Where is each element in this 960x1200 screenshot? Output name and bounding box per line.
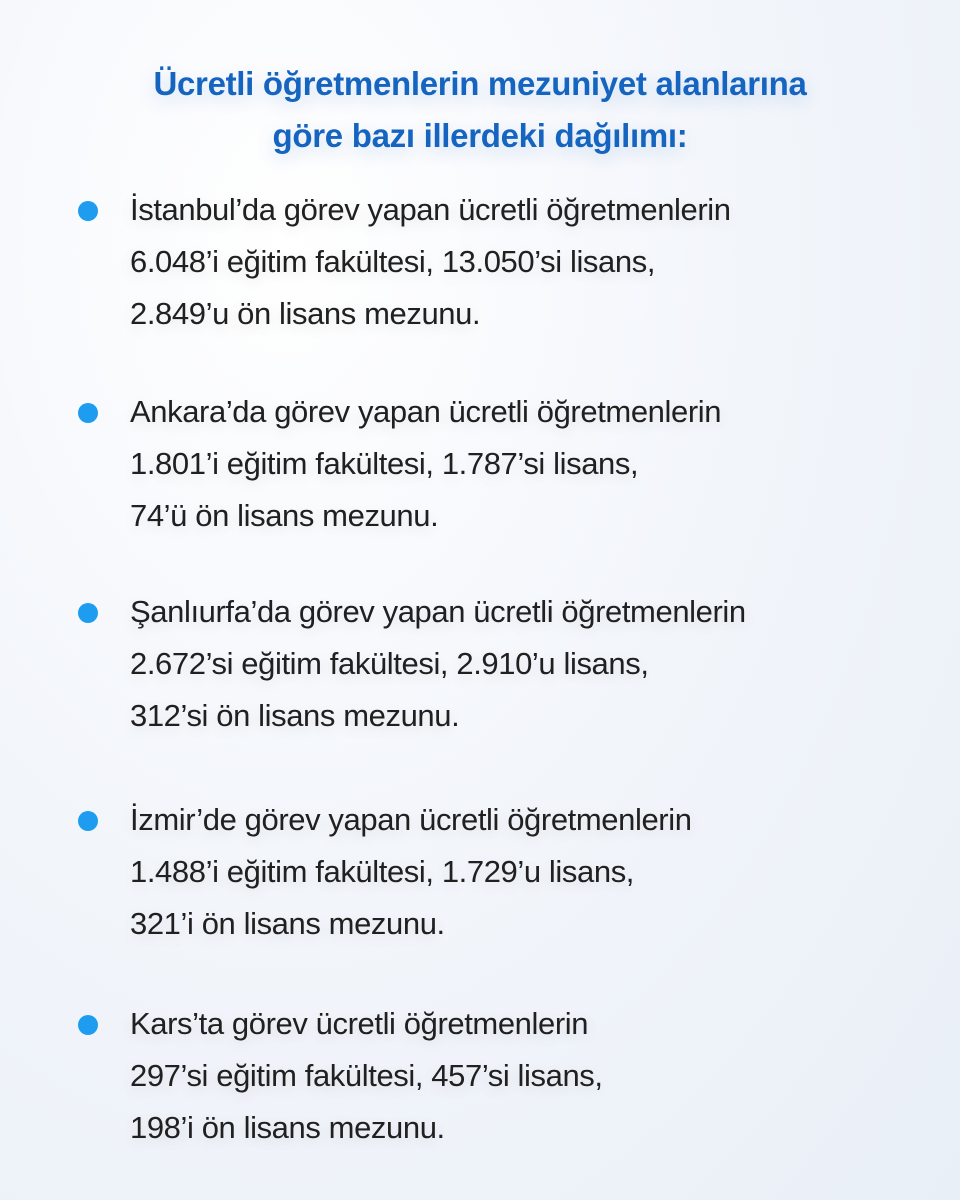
bullet-dot-icon bbox=[78, 811, 98, 831]
list-item-text bbox=[130, 386, 930, 542]
list-item-line: 2.849’u ön lisans mezunu. bbox=[130, 296, 481, 331]
list-item-line: 2.672’si eğitim fakültesi, 2.910’u lisans, bbox=[130, 646, 649, 681]
list-item-line: 1.488’i eğitim fakültesi, 1.729’u lisans, bbox=[130, 854, 635, 889]
list-item-text bbox=[130, 794, 930, 950]
bullet-dot-icon bbox=[78, 201, 98, 221]
list-item-line: 1.801’i eğitim fakültesi, 1.787’si lisans, bbox=[130, 446, 639, 481]
list-item-line: Şanlıurfa’da görev yapan ücretli öğretmenlerin bbox=[130, 594, 746, 629]
list-item-line: İstanbul’da görev yapan ücretli öğretmenlerin bbox=[130, 192, 731, 227]
list-item-text bbox=[130, 998, 930, 1154]
list-item-line: 312’si ön lisans mezunu. bbox=[130, 698, 460, 733]
list-item-line: Ankara’da görev yapan ücretli öğretmenlerin bbox=[130, 394, 722, 429]
list-item-text bbox=[130, 184, 930, 340]
page-title-line-1: Ücretli öğretmenlerin mezuniyet alanlarına bbox=[153, 65, 807, 102]
list-item-line: 74’ü ön lisans mezunu. bbox=[130, 498, 439, 533]
list-item-line: Kars’ta görev ücretli öğretmenlerin bbox=[130, 1006, 589, 1041]
list-item-text bbox=[130, 586, 930, 742]
bullet-dot-icon bbox=[78, 1015, 98, 1035]
list-item-line: 198’i ön lisans mezunu. bbox=[130, 1110, 445, 1145]
page-title-line-2: göre bazı illerdeki dağılımı: bbox=[272, 117, 688, 154]
list-item-line: 321’i ön lisans mezunu. bbox=[130, 906, 445, 941]
list-item-line: 6.048’i eğitim fakültesi, 13.050’si lisans, bbox=[130, 244, 656, 279]
bullet-dot-icon bbox=[78, 603, 98, 623]
list-item-line: 297’si eğitim fakültesi, 457’si lisans, bbox=[130, 1058, 603, 1093]
bullet-dot-icon bbox=[78, 403, 98, 423]
list-item-line: İzmir’de görev yapan ücretli öğretmenlerin bbox=[130, 802, 692, 837]
